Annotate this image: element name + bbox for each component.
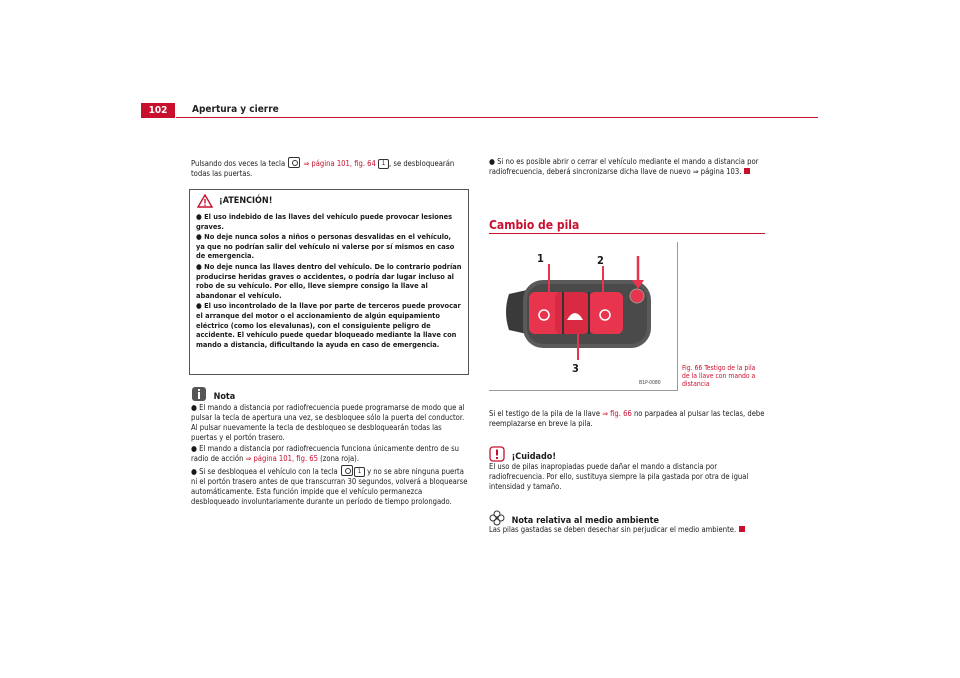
note-item: ● El mando a distancia por radiofrecuencia funciona únicamente dentro de su radio de acción ⇒ página 101, fig. 65 (zona roja). bbox=[191, 444, 459, 463]
unlock-key-icon bbox=[341, 465, 353, 476]
note-page-link[interactable]: ⇒ página 101, fig. 65 bbox=[245, 454, 318, 463]
caution-header bbox=[489, 444, 556, 463]
page-number: 102 bbox=[141, 103, 175, 118]
figure-label-3: 3 bbox=[572, 362, 579, 375]
battery-paragraph bbox=[489, 409, 767, 429]
section-rule bbox=[489, 233, 765, 234]
note-item: ● Si se desbloquea el vehículo con la tecla 1 y no se abre ninguna puerta ni el portón trasero antes de que transcurran 30 segundos, volverá a bloquearse automáticamente. Esta función impide que el vehículo permanezca desbloqueado involuntariamente durante un período de tiempo prolongado. bbox=[191, 467, 468, 506]
warning-item: ● El uso indebido de las llaves del vehículo puede provocar lesiones graves. bbox=[196, 212, 453, 231]
note-item-text: Si se desbloquea el vehículo con la tecla bbox=[199, 467, 338, 476]
sync-text: Si no es posible abrir o cerrar el vehículo mediante el mando a distancia por radiofrecuencia, deberá sincronizarse dicha llave de nuevo bbox=[489, 157, 759, 176]
warning-list bbox=[196, 212, 462, 350]
ref-number: 1 bbox=[378, 159, 389, 169]
figure-label-1: 1 bbox=[537, 252, 544, 265]
caution-title: ¡Cuidado! bbox=[511, 452, 557, 462]
warning-item-text: El uso indebido de las llaves del vehículo puede provocar lesiones graves. bbox=[196, 212, 453, 231]
battery-text: Si el testigo de la pila de la llave bbox=[489, 409, 601, 418]
figure-caption: Fig. 66 Testigo de la pila de la llave con mando a distancia bbox=[682, 364, 756, 388]
flower-icon bbox=[489, 510, 507, 526]
intro-text-3: todas las puertas. bbox=[191, 169, 253, 178]
env-paragraph bbox=[489, 525, 767, 535]
env-title: Nota relativa al medio ambiente bbox=[511, 516, 660, 526]
section-title: Cambio de pila bbox=[489, 218, 580, 232]
note-info-icon bbox=[191, 386, 209, 402]
note-header bbox=[191, 384, 235, 403]
warning-item-text: No deje nunca las llaves dentro del vehículo. De lo contrario podrían producirse heridas graves o accidentes, o podría dar lugar incluso al robo de su vehículo. Por ello, lleve siempre consigo la llave al abandonar el vehículo. bbox=[196, 261, 462, 300]
sync-page-link[interactable]: ⇒ página 103. bbox=[692, 167, 742, 176]
ref-number: 1 bbox=[354, 467, 365, 477]
env-text: Las pilas gastadas se deben desechar sin perjudicar el medio ambiente. bbox=[489, 525, 737, 534]
sync-paragraph bbox=[489, 157, 767, 178]
caution-text: El uso de pilas inapropiadas puede dañar el mando a distancia por radiofrecuencia. Por ello, sustituya siempre la pila gastada por otra de igual intensidad y tamaño. bbox=[489, 462, 749, 491]
note-item-text: El mando a distancia por radiofrecuencia puede programarse de modo que al pulsar la tecla de apertura una vez, se desbloquee sólo la puerta del conductor. Al pulsar nuevamente la tecla de desbloqueo se desbloquearán todas las puertas y el portón trasero. bbox=[191, 403, 465, 442]
note-item-text-2: y no se abre ninguna puerta ni el portón trasero antes de que transcurran 30 segundos, volverá a bloquearse automáticamente. Esta función impide que el vehículo permanezca desbloqueado involuntariamente durante un período de tiempo prolongado. bbox=[191, 467, 468, 506]
key-figure bbox=[489, 242, 678, 391]
note-body bbox=[191, 403, 469, 508]
note-item: ● El mando a distancia por radiofrecuencia puede programarse de modo que al pulsar la tecla de apertura una vez, se desbloquee sólo la puerta del conductor. Al pulsar nuevamente la tecla de desbloqueo se desbloquearán todas las puertas y el portón trasero. bbox=[191, 403, 465, 442]
warning-item-text: No deje nunca solos a niños o personas desvalidas en el vehículo, ya que no podrían salir del vehículo ni valerse por sí mismos en caso de emergencia. bbox=[196, 232, 455, 261]
warning-item: ● El uso incontrolado de la llave por parte de terceros puede provocar el arranque del motor o el accionamiento de algún equipamiento eléctrico (como los elevalunas), con el consiguiente peligro de accidente. El vehículo puede quedar bloqueado mediante la llave con mando a distancia, dificultando la ayuda en caso de emergencia. bbox=[196, 301, 461, 349]
figure-link[interactable]: ⇒ fig. 66 bbox=[602, 409, 632, 418]
note-item-text: El mando a distancia por radiofrecuencia funciona únicamente dentro de su radio de acción bbox=[191, 444, 459, 463]
header-rule bbox=[176, 117, 818, 118]
caution-icon bbox=[489, 446, 507, 462]
intro-text-2: , se desbloquearán bbox=[389, 159, 455, 168]
warning-triangle-icon bbox=[197, 194, 213, 208]
warning-title: ¡ATENCIÓN! bbox=[219, 196, 273, 206]
warning-box bbox=[189, 189, 469, 375]
end-mark-icon bbox=[739, 526, 745, 532]
unlock-key-icon bbox=[288, 157, 300, 168]
warning-item-text: El uso incontrolado de la llave por parte de terceros puede provocar el arranque del motor o el accionamiento de algún equipamiento eléctrico (como los elevalunas), con el consiguiente peligro de accidente. El vehículo puede quedar bloqueado mediante la llave con mando a distancia, dificultando la ayuda en caso de emergencia. bbox=[196, 301, 461, 349]
page-title: Apertura y cierre bbox=[192, 104, 279, 115]
note-item-text-2: (zona roja). bbox=[320, 454, 359, 463]
warning-item: ● No deje nunca las llaves dentro del vehículo. De lo contrario podrían producirse heridas graves o accidentes, o podría dar lugar incluso al robo de su vehículo. Por ello, lleve siempre consigo la llave al abandonar el vehículo. bbox=[196, 261, 462, 300]
remote-key-illustration bbox=[489, 242, 677, 390]
intro-page-link[interactable]: ⇒ página 101, fig. 64 bbox=[303, 159, 376, 168]
battery-text-2: no parpadea al pulsar las teclas, debe reemplazarse en breve la pila. bbox=[489, 409, 765, 428]
warning-item: ● No deje nunca solos a niños o personas desvalidas en el vehículo, ya que no podrían salir del vehículo ni valerse por sí mismos en caso de emergencia. bbox=[196, 232, 455, 261]
sync-text-line: ● Si no es posible abrir o cerrar el vehículo mediante el mando a distancia por radiofrecuencia, deberá sincronizarse dicha llave de nuevo ⇒ página 103. bbox=[489, 157, 759, 176]
figure-label-2: 2 bbox=[597, 254, 604, 267]
intro-text: Pulsando dos veces la tecla bbox=[191, 159, 286, 168]
figure-code: B1P-0080 bbox=[639, 380, 661, 386]
note-title: Nota bbox=[213, 392, 236, 402]
end-mark-icon bbox=[744, 168, 750, 174]
intro-paragraph bbox=[191, 157, 471, 179]
